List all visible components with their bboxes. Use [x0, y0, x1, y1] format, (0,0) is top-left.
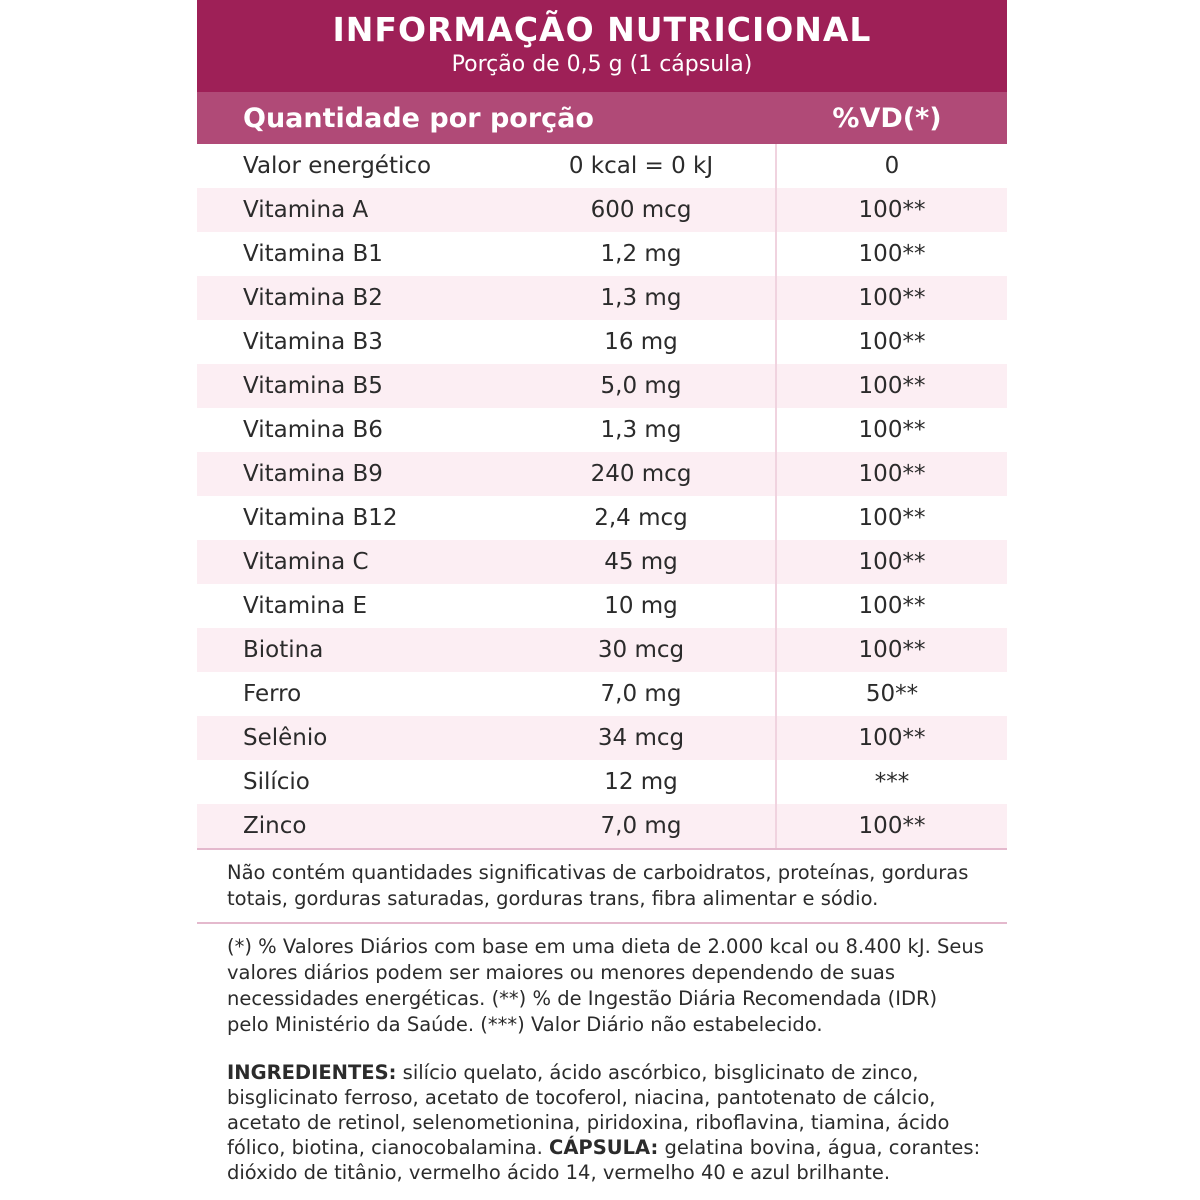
nutrient-name: Vitamina B2 — [243, 285, 383, 311]
nutrient-name: Vitamina B1 — [243, 241, 383, 267]
nutrient-name: Vitamina B5 — [243, 373, 383, 399]
nutrient-amount: 2,4 mcg — [507, 496, 777, 540]
nutrient-amount: 1,2 mg — [507, 232, 777, 276]
table-column-header — [197, 92, 1007, 144]
nutrient-vd: 0 — [884, 153, 900, 179]
nutrient-name: Vitamina B12 — [243, 505, 398, 531]
nutrient-vd: *** — [874, 769, 910, 795]
note-non-significant: Não contém quantidades significativas de carboidratos, proteínas, gorduras totais, gorduras saturadas, gorduras trans, fibra alimentar e sódio. — [197, 850, 1007, 924]
nutrient-amount: 1,3 mg — [507, 276, 777, 320]
table-row — [197, 540, 1007, 584]
nutrient-name: Zinco — [243, 813, 307, 839]
table-row — [197, 672, 1007, 716]
nutrient-amount: 7,0 mg — [507, 672, 777, 716]
table-row — [197, 760, 1007, 804]
nutrient-vd: 100** — [858, 505, 926, 531]
nutrient-name: Vitamina E — [243, 593, 368, 619]
table-row — [197, 452, 1007, 496]
nutrient-amount: 240 mcg — [507, 452, 777, 496]
capsule-text: gelatina bovina, água, corantes: dióxido de titânio, vermelho ácido 14, vermelho 40 e azul brilhante. — [227, 1136, 981, 1184]
nutrient-amount: 16 mg — [507, 320, 777, 364]
table-row — [197, 144, 1007, 188]
nutrient-vd: 100** — [858, 329, 926, 355]
nutrient-vd: 100** — [858, 285, 926, 311]
table-row — [197, 628, 1007, 672]
nutrient-name: Vitamina B3 — [243, 329, 383, 355]
nutrient-name: Vitamina B6 — [243, 417, 383, 443]
label-title: INFORMAÇÃO NUTRICIONAL — [332, 10, 872, 49]
nutrient-name: Selênio — [243, 725, 328, 751]
table-row — [197, 320, 1007, 364]
nutrient-vd: 100** — [858, 725, 926, 751]
nutrient-amount: 5,0 mg — [507, 364, 777, 408]
table-row — [197, 408, 1007, 452]
nutrient-name: Valor energético — [243, 153, 432, 179]
nutrient-vd: 100** — [858, 197, 926, 223]
nutrient-vd: 100** — [858, 417, 926, 443]
nutrient-vd: 100** — [858, 593, 926, 619]
nutrient-amount: 45 mg — [507, 540, 777, 584]
nutrient-table — [197, 144, 1007, 850]
ingredients-text: silício quelato, ácido ascórbico, bisglicinato de zinco, bisglicinato ferroso, acetato de tocoferol, niacina, pantotenato de cálcio, acetato de retinol, selenometionina, piridoxina, riboflavina, tiamina, ácido fólico, biotina, cianocobalamina. — [227, 1061, 950, 1159]
nutrient-name: Vitamina B9 — [243, 461, 383, 487]
nutrient-amount: 30 mcg — [507, 628, 777, 672]
nutrient-name: Vitamina A — [243, 197, 369, 223]
ingredients-label: INGREDIENTES: — [227, 1061, 397, 1084]
nutrient-vd: 100** — [858, 637, 926, 663]
table-row — [197, 276, 1007, 320]
table-row — [197, 804, 1007, 848]
nutrient-amount: 34 mcg — [507, 716, 777, 760]
column-header-vd: %VD(*) — [832, 102, 942, 134]
table-row — [197, 496, 1007, 540]
nutrient-name: Ferro — [243, 681, 302, 707]
nutrient-vd: 100** — [858, 461, 926, 487]
ingredients-block — [197, 1048, 1007, 1195]
nutrient-amount: 0 kcal = 0 kJ — [507, 144, 777, 188]
table-row — [197, 232, 1007, 276]
capsule-label: CÁPSULA: — [549, 1136, 659, 1159]
label-header — [197, 0, 1007, 92]
nutrient-amount: 600 mcg — [507, 188, 777, 232]
nutrient-vd: 100** — [858, 241, 926, 267]
nutrition-label — [197, 0, 1007, 1195]
nutrient-amount: 12 mg — [507, 760, 777, 804]
nutrient-vd: 50** — [865, 681, 919, 707]
nutrient-name: Vitamina C — [243, 549, 369, 575]
nutrient-amount: 10 mg — [507, 584, 777, 628]
table-row — [197, 584, 1007, 628]
nutrient-vd: 100** — [858, 813, 926, 839]
nutrient-name: Silício — [243, 769, 310, 795]
nutrient-vd: 100** — [858, 549, 926, 575]
nutrient-amount: 7,0 mg — [507, 804, 777, 848]
table-row — [197, 364, 1007, 408]
label-serving-size: Porção de 0,5 g (1 cápsula) — [451, 52, 753, 77]
note-daily-values: (*) % Valores Diários com base em uma dieta de 2.000 kcal ou 8.400 kJ. Seus valores diários podem ser maiores ou menores dependendo de suas necessidades energéticas. (**) % de Ingestão Diária Recomendada (IDR) pelo Ministério da Saúde. (***) Valor Diário não estabelecido. — [227, 935, 984, 1036]
nutrient-name: Biotina — [243, 637, 324, 663]
column-header-amount-per-portion: Quantidade por porção — [243, 102, 594, 134]
nutrient-amount: 1,3 mg — [507, 408, 777, 452]
table-row — [197, 188, 1007, 232]
table-row — [197, 716, 1007, 760]
nutrient-vd: 100** — [858, 373, 926, 399]
